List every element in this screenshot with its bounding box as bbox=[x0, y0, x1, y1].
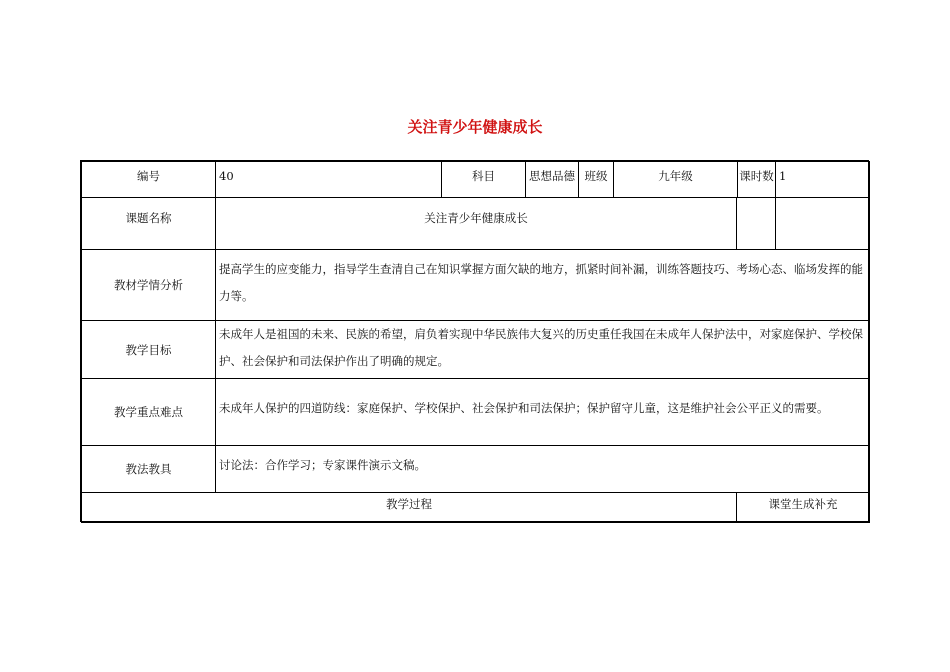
key-points-label-cell bbox=[81, 378, 216, 446]
hours-label-cell: 课时数 bbox=[737, 161, 776, 198]
page-title: 关注青少年健康成长 bbox=[407, 118, 543, 136]
topic-label-cell: 课题名称 bbox=[81, 197, 216, 250]
analysis-label-cell bbox=[81, 249, 216, 321]
goals-label-cell bbox=[81, 320, 216, 379]
number-value-cell: 40 bbox=[215, 161, 442, 198]
key-points-value-cell: 未成年人保护的四道防线：家庭保护、学校保护、社会保护和司法保护；保护留守儿童，这是维护社会公平正义的需要。 bbox=[215, 378, 870, 446]
class-value-cell: 九年级 bbox=[613, 161, 738, 198]
methods-label: 教法教具 bbox=[125, 462, 172, 476]
analysis-value-cell: 提高学生的应变能力，指导学生查清自己在知识掌握方面欠缺的地方，抓紧时间补漏，训练答题技巧、考场心态、临场发挥的能力等。 bbox=[215, 249, 870, 321]
methods-label-cell bbox=[81, 445, 216, 493]
topic-value-cell: 关注青少年健康成长 bbox=[215, 197, 737, 250]
lesson-plan-table bbox=[80, 160, 869, 522]
class-label-cell: 班级 bbox=[578, 161, 614, 198]
goals-value-cell: 未成年人是祖国的未来、民族的希望，肩负着实现中华民族伟大复兴的历史重任我国在未成年人保护法中，对家庭保护、学校保护、社会保护和司法保护作出了明确的规定。 bbox=[215, 320, 870, 379]
subject-label-cell: 科目 bbox=[441, 161, 526, 198]
goals-label: 教学目标 bbox=[125, 342, 172, 357]
supplement-label-cell: 课堂生成补充 bbox=[736, 492, 870, 523]
hours-value-cell: 1 bbox=[775, 161, 870, 198]
process-label-cell: 教学过程 bbox=[81, 492, 737, 523]
methods-value-cell: 讨论法：合作学习；专家课件演示文稿。 bbox=[215, 445, 870, 493]
number-label-cell: 编号 bbox=[81, 161, 216, 198]
analysis-label: 教材学情分析 bbox=[114, 278, 183, 292]
topic-empty-cell-2 bbox=[775, 197, 870, 250]
subject-value-cell: 思想品德 bbox=[525, 161, 579, 198]
key-points-label: 教学重点难点 bbox=[114, 405, 183, 419]
topic-empty-cell-1 bbox=[736, 197, 776, 250]
